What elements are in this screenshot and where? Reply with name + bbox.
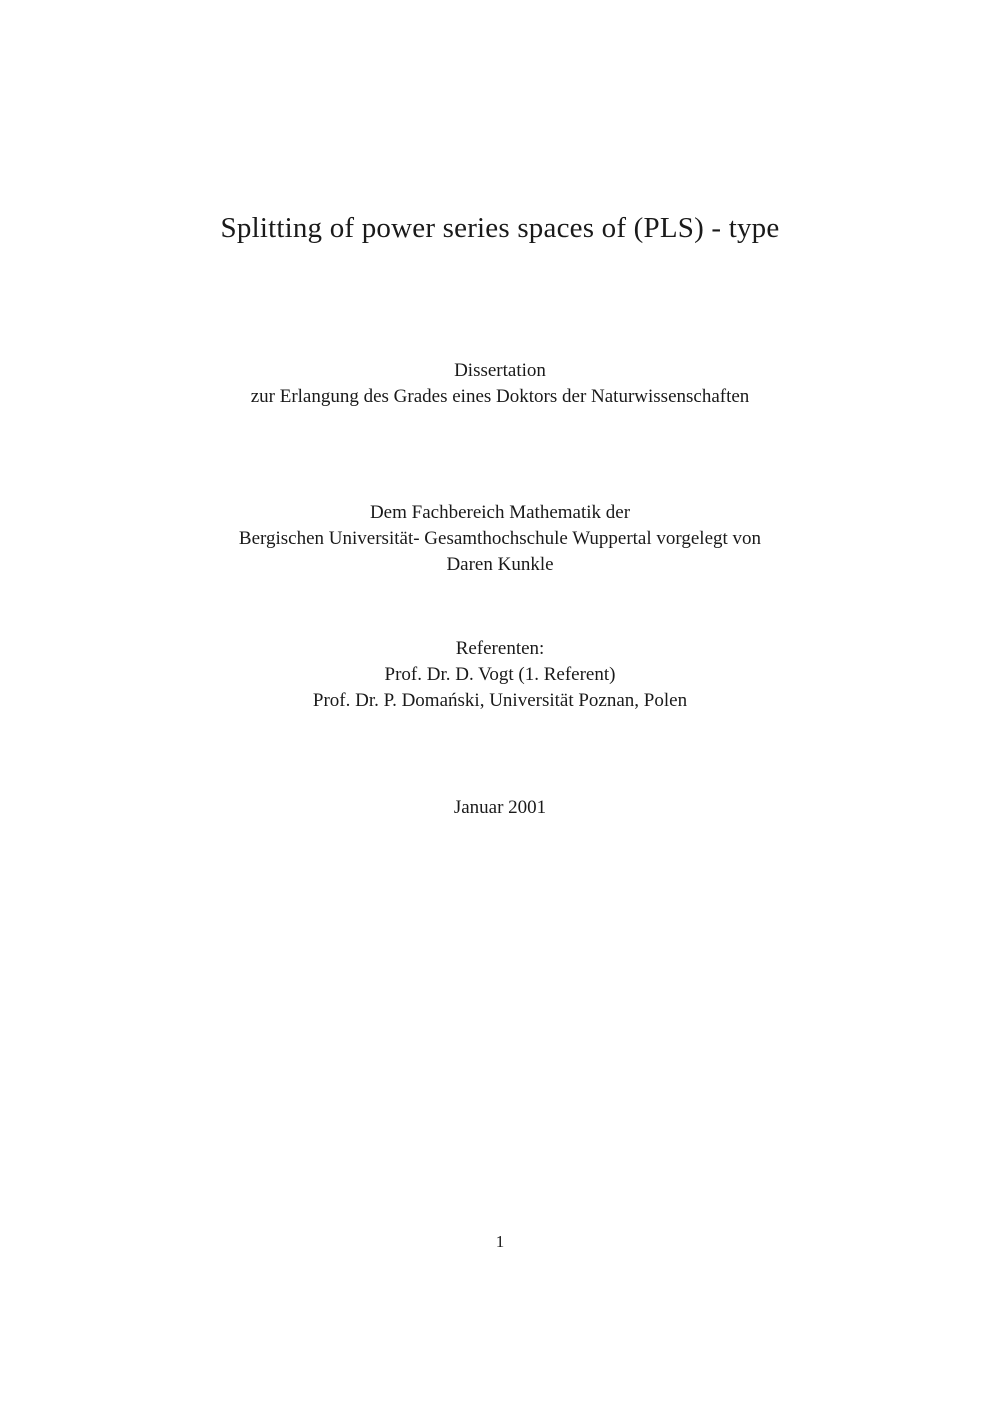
author-name: Daren Kunkle — [446, 554, 554, 576]
referee-second: Prof. Dr. P. Domański, Universität Poznan, Polen — [312, 690, 688, 712]
date-block — [0, 795, 1000, 821]
faculty-block — [0, 500, 1000, 579]
dissertation-subtitle: zur Erlangung des Grades eines Doktors der Naturwissenschaften — [250, 386, 750, 408]
faculty-department: Dem Fachbereich Mathematik der — [369, 502, 631, 523]
referees-heading: Referenten: — [455, 638, 545, 659]
referees-block — [0, 636, 1000, 715]
dissertation-block — [0, 358, 1000, 410]
page-title: Splitting of power series spaces of (PLS) - type — [220, 212, 780, 244]
publication-date: Januar 2001 — [453, 797, 547, 818]
faculty-university: Bergischen Universität- Gesamthochschule Wuppertal vorgelegt von — [238, 528, 762, 550]
dissertation-label: Dissertation — [454, 360, 546, 381]
referee-first: Prof. Dr. D. Vogt (1. Referent) — [384, 664, 616, 686]
page-number: 1 — [495, 1232, 505, 1251]
